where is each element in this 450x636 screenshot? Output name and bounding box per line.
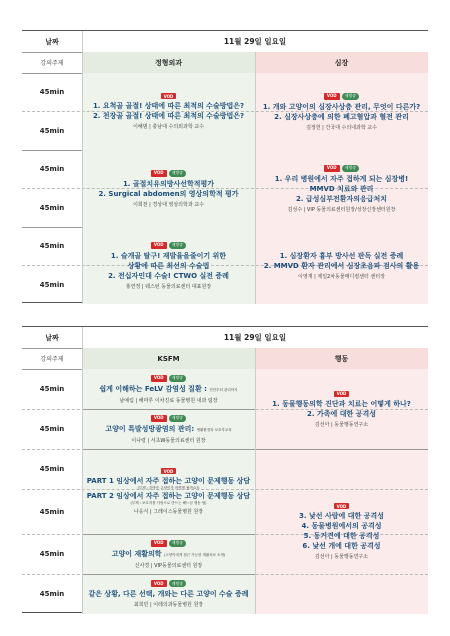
vod-badge: VOD bbox=[324, 165, 340, 172]
topic-label: 강의주제 bbox=[40, 356, 64, 363]
vod-badge: VOD bbox=[151, 242, 167, 249]
rebroadcast-badge: 재방송 bbox=[342, 165, 360, 172]
session-title: 2. 가족에 대한 공격성 bbox=[307, 409, 376, 418]
speaker: 김정헌 | 건국대 수의내과학 교수 bbox=[306, 124, 377, 131]
session-title: 1. 심장환자 흉부 방사선 판독 실전 증례 bbox=[279, 252, 404, 260]
session-card[interactable] bbox=[255, 449, 428, 614]
session-title: 1. 골절치유의방사선학적평가 bbox=[122, 179, 215, 188]
session-card[interactable] bbox=[255, 150, 428, 227]
session-subtitle: (부제 : 보호자를 사랑으로 만드는 해느님 행동 팁) bbox=[130, 501, 207, 505]
session-card[interactable] bbox=[82, 227, 255, 304]
speaker: 최희민 | 이레의과동물병원 원장 bbox=[133, 602, 204, 608]
speaker: 이나령 | 서초W동물의료센터 원장 bbox=[131, 437, 206, 444]
session-title: 쉽게 이해하는 FeLV 감염성 질환 : bbox=[99, 384, 207, 393]
vod-badge: VOD bbox=[334, 503, 350, 509]
speaker: 이영재 | 제일2차동물메디컬센터 센터장 bbox=[298, 274, 385, 280]
session-title: 고양이 재활의학 bbox=[111, 549, 162, 558]
session-card[interactable] bbox=[82, 534, 255, 574]
session-title: 2. 심장사상충에 의한 폐고혈압과 혈전 관리 bbox=[274, 112, 409, 121]
speaker: 나응식 | 그레이스동물병원 원장 bbox=[133, 509, 204, 515]
session-title: 2. Surgical abdomen의 영상의학적 평가 bbox=[98, 189, 239, 198]
schedule-table-2 bbox=[22, 326, 428, 613]
time-slot: 45min bbox=[39, 385, 65, 393]
date-value: 11월 29일 일요일 bbox=[223, 37, 287, 46]
speaker: 신사경 | VIP동물의료센터 원장 bbox=[134, 562, 203, 569]
time-slot: 45min bbox=[39, 550, 65, 558]
rebroadcast-badge: 재방송 bbox=[169, 415, 187, 422]
vod-badge: VOD bbox=[161, 468, 177, 474]
session-card[interactable] bbox=[255, 73, 428, 150]
vod-badge: VOD bbox=[334, 391, 350, 397]
session-title: 4. 동물병원에서의 공격성 bbox=[301, 522, 382, 530]
session-title: 1. 개와 고양이의 심장사상충 관리, 무엇이 다른가? bbox=[262, 102, 421, 111]
topic-label: 강의주제 bbox=[40, 60, 64, 67]
date-label: 날짜 bbox=[45, 333, 59, 342]
time-slot: 45min bbox=[39, 165, 65, 173]
rebroadcast-badge: 재방송 bbox=[169, 540, 187, 547]
session-title: PART 2 임상에서 자주 접하는 고양이 문제행동 상담 bbox=[86, 492, 251, 500]
session-title: MMVD 치료와 관리 bbox=[309, 184, 374, 193]
schedule-table-1 bbox=[22, 30, 428, 303]
time-slot: 45min bbox=[39, 126, 65, 135]
session-subtitle: 진단부터 관리까지 bbox=[209, 387, 238, 392]
vod-badge: VOD bbox=[151, 170, 167, 177]
rebroadcast-badge: 재방송 bbox=[342, 93, 360, 100]
time-slot: 45min bbox=[39, 425, 65, 433]
time-slot: 45min bbox=[39, 280, 65, 289]
session-card[interactable] bbox=[255, 227, 428, 304]
speaker: 김선아 | 동물행동연구소 bbox=[314, 554, 369, 560]
date-value: 11월 29일 일요일 bbox=[223, 333, 287, 342]
session-card[interactable] bbox=[255, 369, 428, 449]
time-slot: 45min bbox=[39, 203, 65, 212]
session-subtitle: 생활환경과 보호자교육 bbox=[196, 427, 232, 432]
vod-badge: VOD bbox=[151, 415, 167, 422]
session-title: 3. 낯선 사람에 대한 공격성 bbox=[299, 512, 384, 520]
time-slot: 45min bbox=[39, 590, 65, 598]
column-header-behavior: 행동 bbox=[334, 354, 349, 363]
column-header-ksfm: KSFM bbox=[157, 354, 180, 363]
session-title: 1. 우리 병원에서 자주 접하게 되는 심장병! bbox=[274, 174, 409, 183]
session-title: 2. 급성심부전환자의응급처치 bbox=[295, 194, 388, 203]
vod-badge: VOD bbox=[151, 540, 167, 547]
session-title: 5. 동거견에 대한 공격성 bbox=[303, 532, 380, 540]
session-title: 1. 슬개골 탈구! 재발율을줄이기 위한 bbox=[110, 251, 227, 260]
vod-badge: VOD bbox=[324, 93, 340, 100]
session-card[interactable] bbox=[82, 150, 255, 227]
time-slot: 45min bbox=[39, 465, 65, 473]
session-title: 1. 동물행동의학 진단과 치료는 어떻게 하나? bbox=[272, 399, 411, 408]
session-title: 고양이 특발성방광염의 관리: bbox=[105, 424, 195, 433]
speaker: 이희천 | 경상대 영상의학과 교수 bbox=[133, 201, 204, 208]
vod-badge: VOD bbox=[151, 375, 167, 382]
rebroadcast-badge: 재방송 bbox=[169, 170, 187, 177]
session-title: 2. 전십자인대 수술! CTWO 실전 증례 bbox=[108, 271, 229, 280]
session-title: 2. 천장골 골절! 상태에 따른 최적의 수술방법은? bbox=[92, 112, 245, 120]
column-header-cardiology: 심장 bbox=[334, 58, 349, 67]
time-slot: 45min bbox=[39, 507, 65, 516]
session-card[interactable] bbox=[82, 73, 255, 150]
session-card[interactable] bbox=[82, 369, 255, 409]
time-slot: 45min bbox=[39, 242, 65, 250]
session-title: 상황에 따른 최선의 수술법 bbox=[127, 261, 210, 270]
speaker: 남예림 | 해마루 이차진료 동물병원 내과 팀장 bbox=[119, 397, 218, 404]
vod-badge: VOD bbox=[151, 580, 167, 587]
session-title: PART 1 임상에서 자주 접하는 고양이 문제행동 상담 bbox=[86, 477, 251, 485]
rebroadcast-badge: 재방송 bbox=[169, 375, 187, 382]
session-title: 같은 상황, 다른 선택, 개와는 다른 고양이 수술 증례 bbox=[88, 590, 249, 598]
speaker: 김선아 | 동물행동연구소 bbox=[314, 421, 369, 428]
date-label: 날짜 bbox=[45, 37, 59, 46]
rebroadcast-badge: 재방송 bbox=[169, 580, 187, 587]
session-title: 6. 낯선 개에 대한 공격성 bbox=[302, 542, 381, 550]
session-card[interactable] bbox=[82, 409, 255, 449]
session-title: 1. 요척골 골절! 상태에 따른 최적의 수술방법은? bbox=[92, 102, 245, 110]
vod-badge: VOD bbox=[161, 93, 177, 99]
speaker: 홍연정 | 웨스턴 동물의료센터 대표원장 bbox=[125, 283, 212, 290]
speaker: 이해범 | 충남대 수의외과학 교수 bbox=[133, 124, 204, 130]
session-title: 2. MMVD 환자 관리에서 심장초음파 검사의 활용 bbox=[263, 262, 420, 270]
time-slot: 45min bbox=[39, 88, 65, 96]
rebroadcast-badge: 재방송 bbox=[169, 242, 187, 249]
session-subtitle: (부제 : 강박증 고양이가 어떻게 될까요?) bbox=[137, 486, 200, 490]
column-header-orthopedics: 정형외과 bbox=[154, 58, 183, 67]
session-card[interactable] bbox=[82, 574, 255, 614]
speaker: 김성수 | VIP 동물의료센터원장/성장신장센터원장 bbox=[287, 206, 396, 213]
session-subtitle: (고양이에게 접근 가능한 재활치료 소개) bbox=[163, 552, 226, 557]
session-card[interactable] bbox=[82, 449, 255, 534]
